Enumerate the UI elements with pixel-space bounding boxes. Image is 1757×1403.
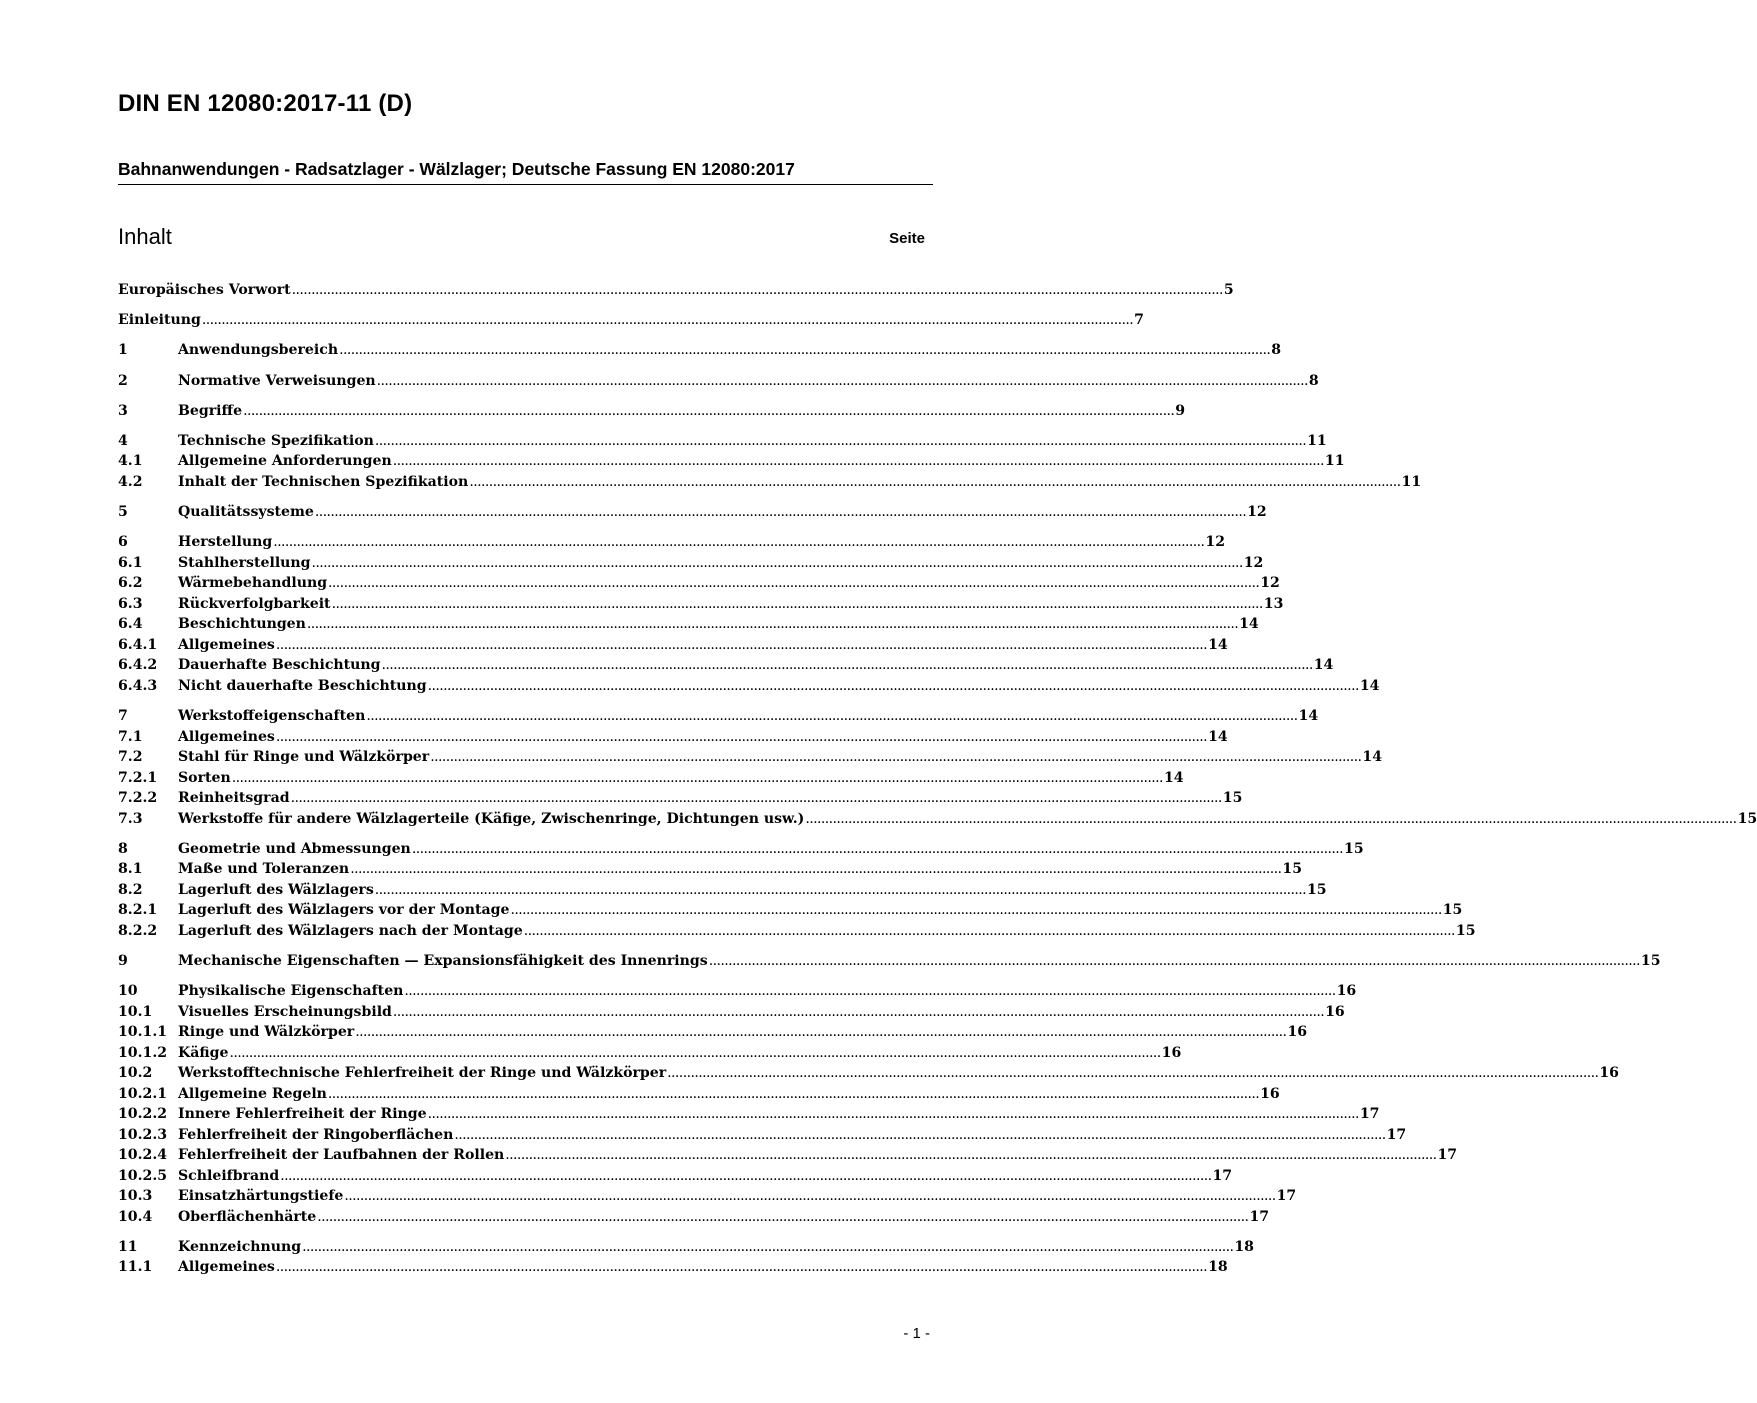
toc-entry[interactable] — [118, 839, 1364, 860]
toc-entry-title: Stahl für Ringe und Wälzkörper — [178, 749, 430, 765]
toc-dot-leader — [328, 1084, 1259, 1105]
toc-entry-title: Sorten — [178, 769, 231, 786]
toc-entry-page: 17 — [1212, 1167, 1233, 1184]
toc-dot-leader — [350, 859, 1281, 880]
toc-dot-leader — [524, 921, 1455, 942]
toc-dot-leader — [382, 655, 1313, 676]
toc-dot-leader — [243, 401, 1174, 422]
toc-entry-number: 10.2.2 — [118, 1106, 168, 1123]
toc-dot-leader — [344, 1186, 1275, 1207]
toc-entry-title: Einsatzhärtungstiefe — [178, 1188, 344, 1205]
toc-entry[interactable] — [118, 502, 1267, 523]
toc-entry-title: Technische Spezifikation — [178, 432, 374, 449]
toc-entry-title: Lagerluft des Wälzlagers vor der Montage — [178, 902, 510, 919]
toc-entry-page: 14 — [1163, 769, 1184, 786]
toc-entry-title: Nicht dauerhafte Beschichtung — [178, 677, 427, 694]
toc-entry-page: 17 — [1359, 1106, 1380, 1123]
toc-entry-page: 12 — [1247, 504, 1267, 521]
toc-entry-page: 11 — [1324, 453, 1345, 470]
toc-entry-title: Wärmebehandlung — [178, 575, 328, 592]
toc-entry-page: 17 — [1386, 1126, 1407, 1143]
toc-entry-number: 7 — [118, 708, 128, 724]
toc-entry-number: 7.3 — [118, 810, 143, 827]
toc-entry-title: Herstellung — [178, 534, 273, 551]
toc-entry-title: Allgemeines — [178, 636, 275, 653]
toc-entry[interactable] — [118, 1063, 1619, 1084]
toc-entry-number: 6.4.3 — [118, 677, 158, 694]
toc-entry-number: 3 — [118, 402, 128, 419]
toc-entry-number: 11 — [118, 1238, 138, 1255]
toc-entry-title: Inhalt der Technischen Spezifikation — [178, 473, 469, 490]
toc-entry-number: 10.4 — [118, 1208, 153, 1225]
toc-dot-leader — [292, 280, 1223, 301]
toc-entry[interactable] — [118, 1166, 1233, 1187]
toc-entry-title: Physikalische Eigenschaften — [178, 983, 404, 1000]
toc-entry[interactable] — [118, 1207, 1270, 1228]
toc-entry-number: 10.1.2 — [118, 1044, 168, 1061]
toc-entry[interactable] — [118, 1104, 1380, 1125]
toc-entry[interactable] — [118, 340, 1282, 361]
toc-entry[interactable] — [118, 472, 1422, 493]
toc-entry[interactable] — [118, 859, 1303, 880]
toc-entry-page: 11 — [1307, 432, 1327, 449]
toc-entry-page: 9 — [1175, 402, 1186, 419]
toc-entry-title: Beschichtungen — [178, 616, 306, 633]
toc-entry-number: 5 — [118, 504, 128, 521]
toc-entry-page: 17 — [1249, 1208, 1270, 1225]
toc-entry-title: Innere Fehlerfreiheit der Ringe — [178, 1106, 427, 1123]
toc-entry[interactable] — [118, 747, 1383, 768]
toc-entry-title: Lagerluft des Wälzlagers nach der Montage — [178, 922, 523, 939]
toc-entry[interactable] — [118, 1002, 1345, 1023]
toc-entry-page: 17 — [1437, 1147, 1458, 1164]
toc-dot-leader — [377, 371, 1308, 392]
toc-entry-number: 6 — [118, 534, 128, 551]
toc-entry-title: Reinheitsgrad — [178, 790, 290, 806]
toc-entry[interactable] — [118, 371, 1319, 392]
toc-dot-leader — [276, 727, 1207, 748]
toc-entry-page: 16 — [1336, 983, 1357, 1000]
toc-dot-leader — [412, 839, 1343, 860]
toc-entry[interactable] — [118, 1237, 1254, 1258]
toc-entry[interactable] — [118, 532, 1226, 553]
toc-entry-number: 10.3 — [118, 1188, 153, 1205]
toc-entry-page: 16 — [1287, 1024, 1308, 1041]
toc-entry[interactable] — [118, 676, 1380, 697]
toc-dot-leader — [454, 1125, 1385, 1146]
toc-dot-leader — [511, 900, 1442, 921]
toc-entry-page: 15 — [1344, 840, 1364, 857]
toc-entry[interactable] — [118, 310, 1144, 331]
toc-entry-number: 1 — [118, 342, 128, 359]
toc-dot-leader — [505, 1145, 1436, 1166]
toc-entry-number: 6.4 — [118, 616, 143, 633]
toc-dot-leader — [276, 635, 1207, 656]
toc-dot-leader — [280, 1166, 1211, 1187]
toc-entry-title: Fehlerfreiheit der Ringoberflächen — [178, 1126, 454, 1143]
toc-entry[interactable] — [118, 1257, 1228, 1278]
toc-entry-number: 8.2.2 — [118, 922, 158, 939]
toc-dot-leader — [428, 1104, 1359, 1125]
toc-entry[interactable] — [118, 431, 1327, 452]
toc-entry-title: Fehlerfreiheit der Laufbahnen der Rollen — [178, 1147, 505, 1164]
toc-entry[interactable] — [118, 706, 1319, 727]
toc-entry-number: 10.2 — [118, 1065, 153, 1082]
toc-entry[interactable] — [118, 788, 1243, 809]
toc-entry-title: Normative Verweisungen — [178, 372, 376, 389]
toc-entry-number: 6.4.2 — [118, 657, 158, 674]
toc-entry-title: Werkstoffeigenschaften — [178, 708, 366, 724]
toc-dot-leader — [273, 532, 1204, 553]
toc-entry[interactable] — [118, 655, 1334, 676]
toc-dot-leader — [709, 951, 1640, 972]
toc-dot-leader — [302, 1237, 1233, 1258]
page-number: - 1 - — [903, 1325, 930, 1342]
toc-dot-leader — [355, 1022, 1286, 1043]
toc-entry[interactable] — [118, 553, 1264, 574]
toc-dot-leader — [312, 553, 1243, 574]
toc-entry-page: 14 — [1362, 749, 1383, 765]
toc-entry-title: Visuelles Erscheinungsbild — [178, 1003, 392, 1020]
toc-entry[interactable] — [118, 921, 1476, 942]
toc-entry-page: 13 — [1263, 595, 1284, 612]
toc-entry-number: 7.2.2 — [118, 790, 158, 806]
toc-heading: Inhalt — [118, 224, 172, 249]
toc-entry[interactable] — [118, 451, 1345, 472]
toc-entry-page: 7 — [1134, 312, 1144, 329]
toc-entry[interactable] — [118, 809, 1757, 830]
toc-dot-leader — [328, 573, 1259, 594]
toc-dot-leader — [307, 614, 1238, 635]
toc-entry-number: 10.2.5 — [118, 1167, 168, 1184]
toc-entry-title: Rückverfolgbarkeit — [178, 595, 331, 612]
toc-entry[interactable] — [118, 951, 1661, 972]
toc-entry-page: 14 — [1208, 728, 1228, 745]
toc-entry-page: 15 — [1222, 790, 1243, 806]
toc-dot-leader — [232, 768, 1163, 789]
toc-entry-number: 10 — [118, 983, 138, 1000]
toc-entry-title: Stahlherstellung — [178, 554, 311, 571]
toc-dot-leader — [366, 706, 1297, 727]
toc-dot-leader — [393, 451, 1324, 472]
toc-entry-page: 18 — [1208, 1259, 1228, 1276]
toc-entry-title: Europäisches Vorwort — [118, 282, 291, 298]
toc-entry-page: 16 — [1599, 1065, 1619, 1082]
toc-entry-title: Maße und Toleranzen — [178, 861, 350, 878]
toc-entry[interactable] — [118, 1145, 1458, 1166]
toc-entry[interactable] — [118, 1186, 1297, 1207]
toc-entry-title: Allgemeines — [178, 1259, 275, 1276]
toc-entry[interactable] — [118, 727, 1228, 748]
toc-entry-number: 10.1 — [118, 1003, 153, 1020]
toc-entry[interactable] — [118, 1125, 1407, 1146]
toc-entry-title: Einleitung — [118, 312, 201, 329]
toc-entry[interactable] — [118, 768, 1184, 789]
page-column-label: Seite — [889, 230, 925, 247]
toc-entry[interactable] — [118, 1084, 1280, 1105]
toc-entry-page: 16 — [1161, 1044, 1182, 1061]
toc-entry-page: 14 — [1313, 657, 1334, 674]
toc-entry-page: 15 — [1282, 861, 1303, 878]
toc-entry-number: 7.1 — [118, 728, 143, 745]
toc-entry-page: 12 — [1243, 554, 1264, 571]
toc-entry-number: 10.2.1 — [118, 1085, 168, 1102]
toc-entry-page: 11 — [1401, 473, 1422, 490]
toc-entry[interactable] — [118, 573, 1280, 594]
toc-entry-page: 12 — [1205, 534, 1226, 551]
toc-entry-page: 16 — [1260, 1085, 1280, 1102]
toc-entry-number: 8.2.1 — [118, 902, 158, 919]
toc-entry-title: Begriffe — [178, 402, 243, 419]
toc-entry-title: Werkstoffe für andere Wälzlagerteile (Käfige, Zwischenringe, Dichtungen usw.) — [178, 810, 805, 827]
toc-entry-page: 18 — [1234, 1238, 1254, 1255]
toc-entry-page: 15 — [1442, 902, 1463, 919]
toc-entry-page: 5 — [1223, 282, 1234, 298]
toc-entry-number: 8 — [118, 840, 128, 857]
toc-entry-page: 14 — [1239, 616, 1259, 633]
toc-dot-leader — [428, 676, 1359, 697]
toc-entry-page: 8 — [1271, 342, 1282, 359]
toc-entry-number: 7.2 — [118, 749, 143, 765]
toc-entry-title: Oberflächenhärte — [178, 1208, 317, 1225]
toc-dot-leader — [430, 747, 1361, 768]
document-subtitle: Bahnanwendungen - Radsatzlager - Wälzlager; Deutsche Fassung EN 12080:2017 — [118, 159, 933, 185]
toc-dot-leader — [805, 809, 1736, 830]
toc-dot-leader — [276, 1257, 1207, 1278]
toc-dot-leader — [393, 1002, 1324, 1023]
toc-entry-number: 6.4.1 — [118, 636, 158, 653]
toc-entry-number: 8.2 — [118, 881, 143, 898]
toc-entry[interactable] — [118, 280, 1234, 301]
toc-entry-number: 8.1 — [118, 861, 143, 878]
toc-dot-leader — [469, 472, 1400, 493]
toc-entry-title: Käfige — [178, 1044, 229, 1061]
toc-entry-title: Lagerluft des Wälzlagers — [178, 881, 374, 898]
toc-entry-title: Werkstofftechnische Fehlerfreiheit der Ringe und Wälzkörper — [178, 1065, 667, 1082]
toc-entry-number: 10.2.3 — [118, 1126, 168, 1143]
toc-entry-page: 14 — [1359, 677, 1380, 694]
toc-entry-number: 9 — [118, 952, 128, 969]
toc-entry-title: Anwendungsbereich — [178, 342, 339, 359]
toc-entry-number: 6.1 — [118, 554, 143, 571]
toc-entry[interactable] — [118, 981, 1357, 1002]
toc-entry[interactable] — [118, 401, 1186, 422]
toc-entry[interactable] — [118, 594, 1284, 615]
toc-entry-title: Schleifbrand — [178, 1167, 280, 1184]
toc-entry-title: Qualitätssysteme — [178, 504, 314, 521]
toc-entry-number: 11.1 — [118, 1259, 153, 1276]
toc-entry-title: Geometrie und Abmessungen — [178, 840, 411, 857]
toc-entry[interactable] — [118, 1022, 1308, 1043]
toc-entry-page: 15 — [1455, 922, 1476, 939]
toc-entry-number: 6.3 — [118, 595, 143, 612]
toc-entry-title: Ringe und Wälzkörper — [178, 1024, 355, 1041]
table-of-contents — [118, 280, 1757, 1278]
toc-entry-page: 17 — [1276, 1188, 1297, 1205]
toc-entry-page: 8 — [1308, 372, 1319, 389]
toc-entry-number: 4.1 — [118, 453, 143, 470]
toc-entry-number: 4.2 — [118, 473, 143, 490]
toc-entry-page: 12 — [1260, 575, 1280, 592]
toc-entry-page: 16 — [1325, 1003, 1345, 1020]
toc-entry-number: 4 — [118, 432, 128, 449]
toc-dot-leader — [339, 340, 1270, 361]
toc-entry-page: 14 — [1208, 636, 1228, 653]
toc-entry[interactable] — [118, 635, 1228, 656]
toc-entry-title: Allgemeine Anforderungen — [178, 453, 392, 470]
toc-entry[interactable] — [118, 614, 1259, 635]
toc-dot-leader — [375, 431, 1306, 452]
toc-entry-number: 6.2 — [118, 575, 143, 592]
toc-entry[interactable] — [118, 900, 1463, 921]
toc-entry-title: Allgemeines — [178, 728, 275, 745]
toc-entry[interactable] — [118, 880, 1327, 901]
toc-entry-page: 15 — [1640, 952, 1661, 969]
document-id: DIN EN 12080:2017-11 (D) — [118, 90, 413, 117]
toc-entry-title: Kennzeichnung — [178, 1238, 302, 1255]
toc-entry-title: Dauerhafte Beschichtung — [178, 657, 381, 674]
toc-entry-page: 15 — [1737, 810, 1757, 827]
toc-entry-title: Allgemeine Regeln — [178, 1085, 327, 1102]
toc-dot-leader — [332, 594, 1263, 615]
toc-entry-number: 10.2.4 — [118, 1147, 168, 1164]
toc-dot-leader — [315, 502, 1246, 523]
toc-dot-leader — [317, 1207, 1248, 1228]
toc-entry[interactable] — [118, 1043, 1182, 1064]
toc-dot-leader — [291, 788, 1222, 809]
toc-dot-leader — [375, 880, 1306, 901]
toc-entry-number: 7.2.1 — [118, 769, 158, 786]
toc-dot-leader — [667, 1063, 1598, 1084]
toc-dot-leader — [229, 1043, 1160, 1064]
toc-entry-number: 2 — [118, 372, 128, 389]
toc-dot-leader — [202, 310, 1133, 331]
toc-entry-title: Mechanische Eigenschaften — Expansionsfähigkeit des Innenrings — [178, 952, 708, 969]
toc-entry-number: 10.1.1 — [118, 1024, 168, 1041]
toc-dot-leader — [404, 981, 1335, 1002]
toc-entry-page: 15 — [1307, 881, 1327, 898]
toc-entry-page: 14 — [1298, 708, 1319, 724]
